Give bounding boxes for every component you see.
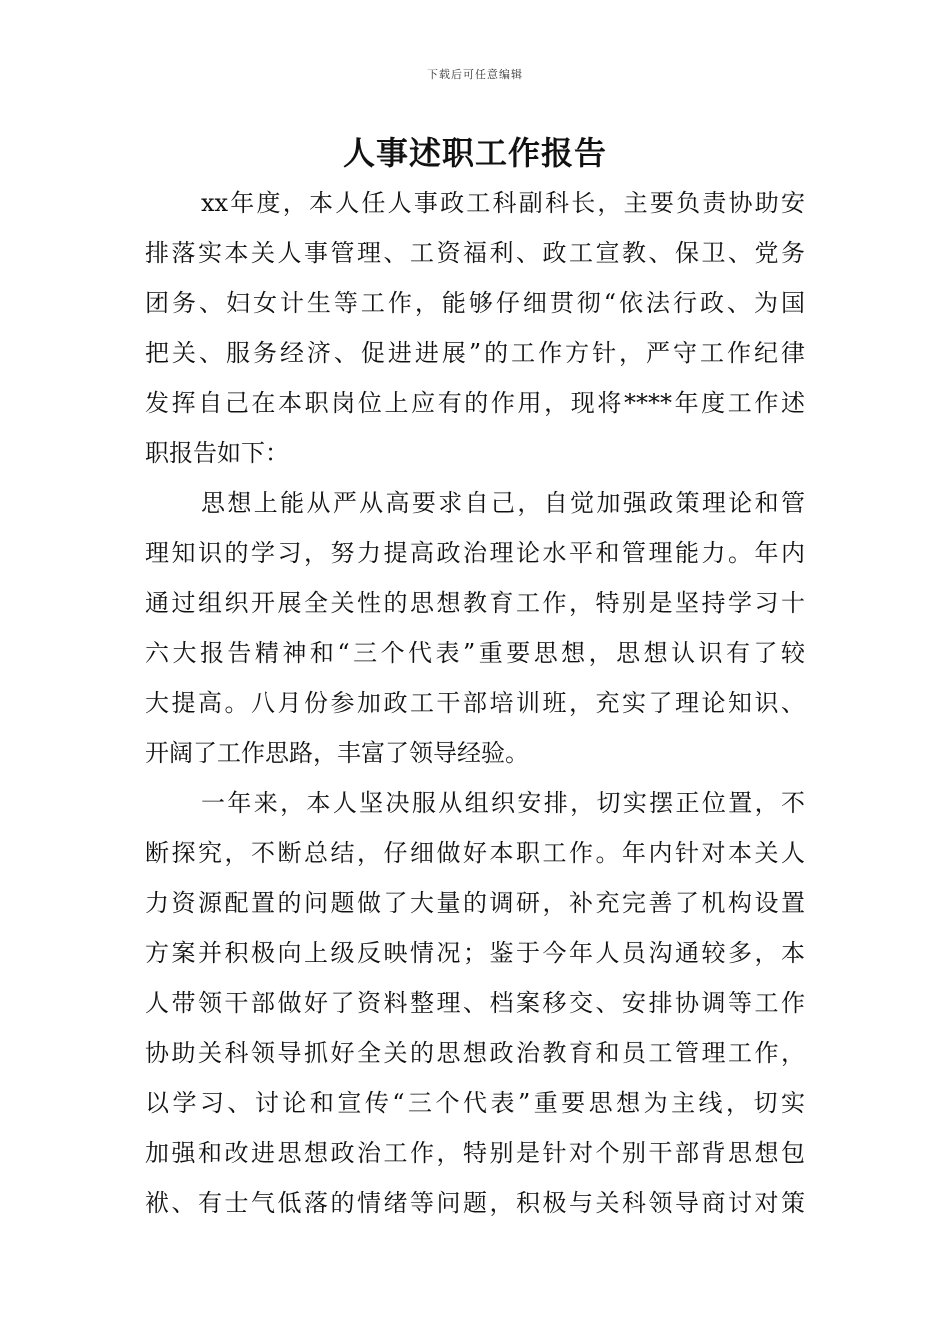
- text-line: xx年度，本人任人事政工科副科长，主要负责协助安: [201, 189, 805, 217]
- header-note: 下载后可任意编辑: [427, 68, 523, 81]
- document-body: [145, 178, 805, 1228]
- paragraph: [145, 178, 805, 478]
- text-line: 一年来，本人坚决服从组织安排，切实摆正位置，不: [201, 789, 805, 817]
- text-line: 六大报告精神和“三个代表”重要思想，思想认识有了较: [145, 639, 805, 667]
- text-line: 发挥自己在本职岗位上应有的作用，现将****年度工作述: [145, 389, 805, 417]
- paragraph: [145, 478, 805, 778]
- paragraph: [145, 778, 805, 1228]
- text-line: 开阔了工作思路，丰富了领导经验。: [145, 739, 529, 767]
- text-line: 职报告如下：: [145, 439, 289, 467]
- document-title: 人事述职工作报告: [342, 134, 607, 172]
- text-line: 以学习、讨论和宣传“三个代表”重要思想为主线，切实: [145, 1089, 805, 1117]
- text-line: 排落实本关人事管理、工资福利、政工宣教、保卫、党务: [145, 239, 805, 267]
- text-line: 团务、妇女计生等工作，能够仔细贯彻“依法行政、为国: [145, 289, 805, 317]
- text-line: 方案并积极向上级反映情况；鉴于今年人员沟通较多，本: [145, 939, 805, 967]
- text-line: 断探究，不断总结，仔细做好本职工作。年内针对本关人: [145, 839, 805, 867]
- text-line: 理知识的学习，努力提高政治理论水平和管理能力。年内: [145, 539, 805, 567]
- text-line: 加强和改进思想政治工作，特别是针对个别干部背思想包: [145, 1139, 805, 1167]
- text-line: 袱、有士气低落的情绪等问题，积极与关科领导商讨对策: [145, 1189, 805, 1217]
- text-line: 把关、服务经济、促进进展”的工作方针，严守工作纪律: [145, 339, 805, 367]
- text-line: 思想上能从严从高要求自己，自觉加强政策理论和管: [201, 489, 805, 517]
- text-line: 协助关科领导抓好全关的思想政治教育和员工管理工作，: [145, 1039, 805, 1067]
- text-line: 大提高。八月份参加政工干部培训班，充实了理论知识、: [145, 689, 805, 717]
- text-line: 人带领干部做好了资料整理、档案移交、安排协调等工作: [145, 989, 805, 1017]
- text-line: 力资源配置的问题做了大量的调研，补充完善了机构设置: [145, 889, 805, 917]
- text-line: 通过组织开展全关性的思想教育工作，特别是坚持学习十: [145, 589, 805, 617]
